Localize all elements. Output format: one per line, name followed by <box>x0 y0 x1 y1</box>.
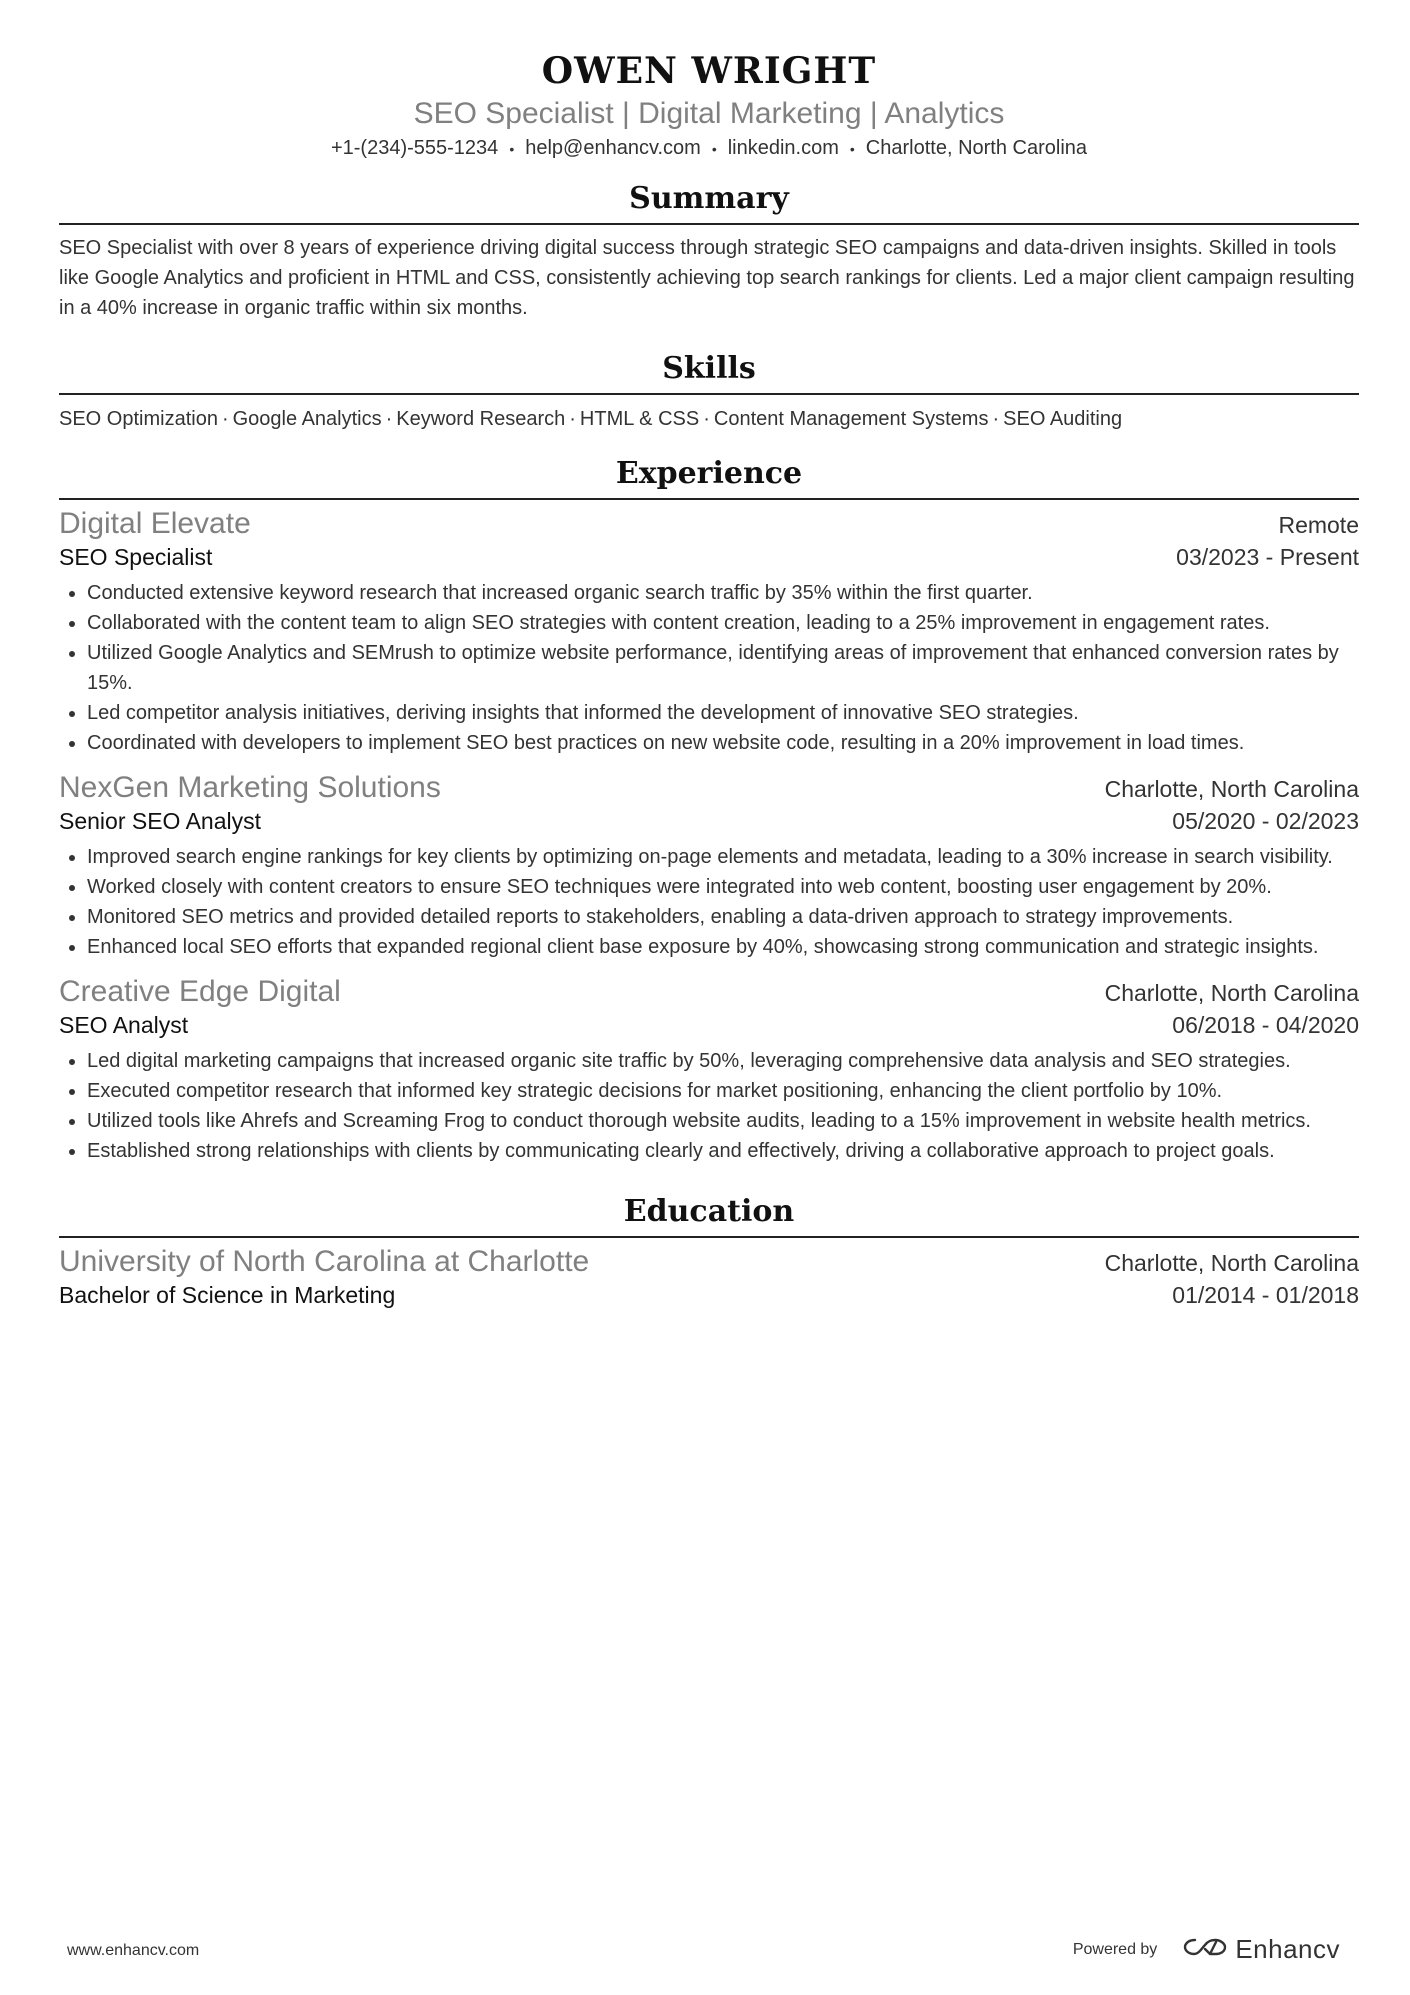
list-item: • Improved search engine rankings for key clients by optimizing on-page elements and metadata, leading to a 30% increase in search visibility. <box>87 842 1359 872</box>
footer-branding <box>1073 1934 1340 1965</box>
contact-separator: • <box>509 140 515 157</box>
education-dates: 01/2014 - 01/2018 <box>1172 1281 1359 1308</box>
list-item: • Led digital marketing campaigns that increased organic site traffic by 50%, leveraging comprehensive data analysis and SEO strategies. <box>87 1046 1359 1076</box>
job-location: Charlotte, North Carolina <box>1104 775 1359 802</box>
list-item: • Enhanced local SEO efforts that expanded regional client base exposure by 40%, showcasing strong communication and strategic insights. <box>87 932 1359 962</box>
summary-text: SEO Specialist with over 8 years of experience driving digital success through strategic SEO campaigns and data-driven insights. Skilled in tools like Google Analytics and proficient in HTML and CSS, consistently achieving top search rankings for clients. Led a major client campaign resulting in a 40% increase in organic traffic within six months. <box>59 236 1355 319</box>
skill-separator: · <box>221 407 229 430</box>
list-item: • Established strong relationships with clients by communicating clearly and effectively, driving a collaborative approach to project goals. <box>87 1136 1359 1166</box>
company-name: Creative Edge Digital <box>59 974 341 1008</box>
skill-item: Content Management Systems <box>713 407 989 430</box>
summary-section <box>59 179 1359 323</box>
job-entry <box>59 972 1359 1166</box>
contact-separator: • <box>849 140 855 157</box>
phone: +1-(234)-555-1234 <box>330 137 499 159</box>
company-name: Digital Elevate <box>59 506 251 540</box>
skill-item: SEO Optimization <box>59 407 218 430</box>
skill-item: SEO Auditing <box>1003 407 1123 430</box>
experience-section <box>59 454 1359 1166</box>
resume-page <box>59 0 1359 1312</box>
job-location: Charlotte, North Carolina <box>1104 979 1359 1006</box>
degree: Bachelor of Science in Marketing <box>59 1281 396 1308</box>
education-entry <box>59 1242 1359 1312</box>
skill-item: Google Analytics <box>232 407 382 430</box>
section-divider <box>59 1236 1359 1238</box>
job-bullets <box>59 1046 1359 1166</box>
skill-item: HTML & CSS <box>579 407 700 430</box>
list-item: • Led competitor analysis initiatives, deriving insights that informed the development of innovative SEO strategies. <box>87 698 1359 728</box>
candidate-title: SEO Specialist | Digital Marketing | Analytics <box>413 97 1005 130</box>
job-dates: 06/2018 - 04/2020 <box>1172 1011 1359 1038</box>
list-item: • Conducted extensive keyword research that increased organic search traffic by 35% within the first quarter. <box>87 578 1359 608</box>
skills-section <box>59 349 1359 434</box>
list-item: • Worked closely with content creators to ensure SEO techniques were integrated into web content, boosting user engagement by 20%. <box>87 872 1359 902</box>
skills-list <box>59 404 1359 434</box>
job-entry <box>59 768 1359 962</box>
section-divider <box>59 223 1359 225</box>
linkedin: linkedin.com <box>727 137 839 159</box>
skill-separator: · <box>385 407 393 430</box>
school-location: Charlotte, North Carolina <box>1104 1249 1359 1276</box>
job-bullets <box>59 578 1359 758</box>
job-dates: 05/2020 - 02/2023 <box>1172 807 1359 834</box>
job-role: Senior SEO Analyst <box>59 807 261 834</box>
list-item: • Utilized tools like Ahrefs and Screaming Frog to conduct thorough website audits, leading to a 15% improvement in website health metrics. <box>87 1106 1359 1136</box>
contact-line <box>59 134 1359 163</box>
list-item: • Utilized Google Analytics and SEMrush to optimize website performance, identifying areas of improvement that enhanced conversion rates by 15%. <box>87 638 1359 698</box>
candidate-name: OWEN WRIGHT <box>541 50 877 92</box>
list-item: • Collaborated with the content team to align SEO strategies with content creation, leading to a 25% improvement in engagement rates. <box>87 608 1359 638</box>
skill-separator: · <box>569 407 576 430</box>
section-heading-experience: Experience <box>615 455 803 491</box>
job-role: SEO Specialist <box>59 543 213 570</box>
education-section <box>59 1192 1359 1312</box>
skill-separator: · <box>992 407 1000 430</box>
powered-by-label: Powered by <box>1072 1940 1158 1958</box>
job-entry <box>59 504 1359 758</box>
company-name: NexGen Marketing Solutions <box>59 770 441 804</box>
list-item: • Executed competitor research that informed key strategic decisions for market positioning, enhancing the client portfolio by 10%. <box>87 1076 1359 1106</box>
list-item: • Coordinated with developers to implement SEO best practices on new website code, resulting in a 20% improvement in load times. <box>87 728 1359 758</box>
school-name: University of North Carolina at Charlotte <box>59 1244 590 1278</box>
contact-separator: • <box>711 140 717 157</box>
job-dates: 03/2023 - Present <box>1176 543 1359 570</box>
contact-location: Charlotte, North Carolina <box>865 137 1088 159</box>
job-location: Remote <box>1278 511 1359 538</box>
email: help@enhancv.com <box>525 137 701 159</box>
brand-name: Enhancv <box>1235 1934 1340 1964</box>
section-heading-skills: Skills <box>662 350 756 386</box>
footer-website[interactable]: www.enhancv.com <box>67 1942 200 1959</box>
section-heading-education: Education <box>623 1193 795 1229</box>
list-item: • Monitored SEO metrics and provided detailed reports to stakeholders, enabling a data-driven approach to strategy improvements. <box>87 902 1359 932</box>
section-divider <box>59 393 1359 395</box>
enhancv-logo-icon <box>1183 1936 1227 1963</box>
skill-item: Keyword Research <box>396 407 566 430</box>
skill-separator: · <box>703 407 710 430</box>
section-heading-summary: Summary <box>629 180 789 216</box>
job-role: SEO Analyst <box>59 1011 189 1038</box>
job-bullets <box>59 842 1359 962</box>
section-divider <box>59 498 1359 500</box>
